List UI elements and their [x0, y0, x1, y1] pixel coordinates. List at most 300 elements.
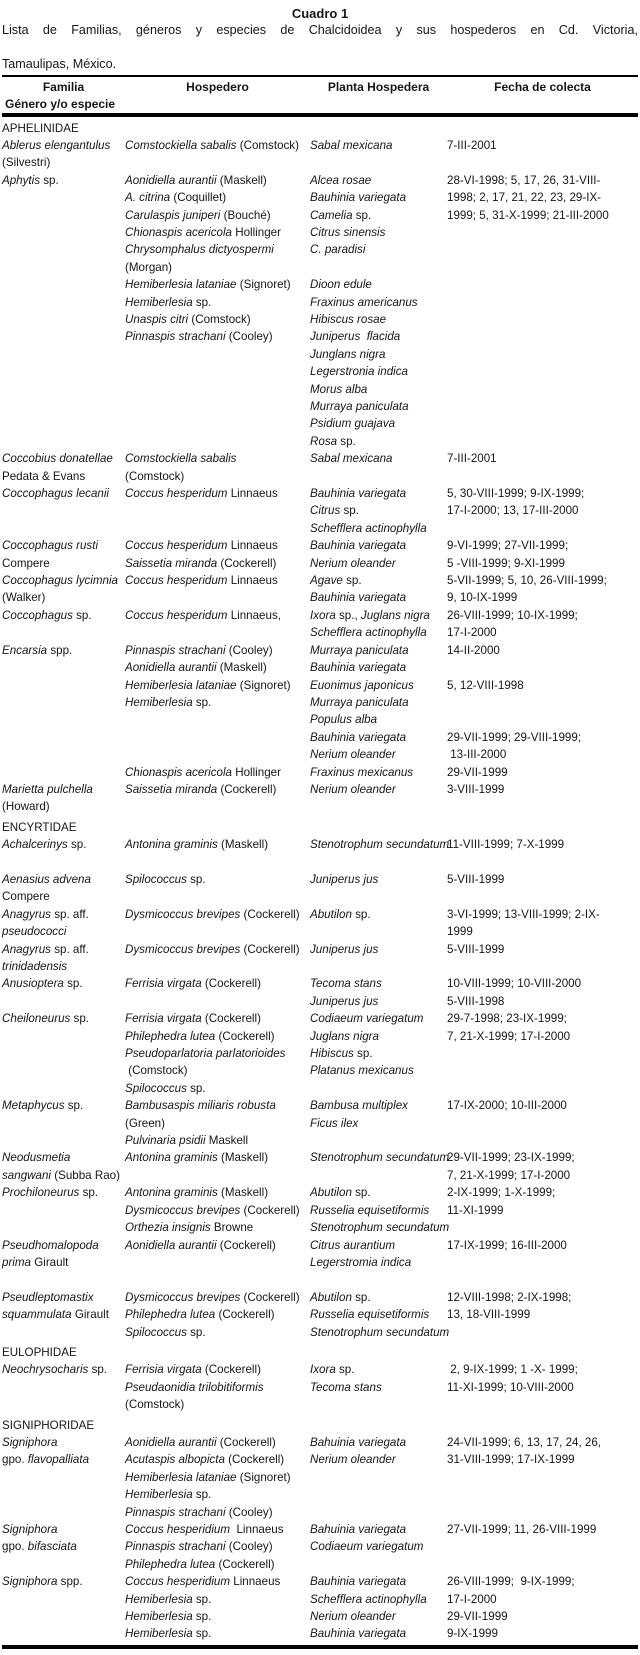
cell-line — [125, 781, 310, 798]
cell-line — [2, 1521, 125, 1538]
species-name-segment: Spilococcus — [125, 1325, 187, 1339]
text-segment: sp. aff. — [50, 942, 89, 956]
cell-line — [310, 729, 447, 746]
cell-plant — [310, 906, 447, 923]
species-name-segment: Juglans nigra — [360, 608, 430, 622]
species-name-segment: Orthezia insignis — [125, 1221, 211, 1235]
cell-line — [2, 555, 125, 572]
species-name-segment: Stenotrophum secundatum — [310, 1325, 450, 1339]
text-segment: (Comstock) — [125, 469, 185, 483]
species-name-segment: Coccus hesperidium — [125, 1575, 231, 1589]
cell-line — [447, 450, 638, 467]
family-section-header: EULOPHIDAE — [2, 1345, 77, 1359]
text-segment: 13, 18-VIII-1999 — [447, 1308, 531, 1322]
text-segment: spp. — [47, 643, 73, 657]
cell-line — [310, 1149, 450, 1166]
cell-line — [447, 1202, 638, 1219]
species-name-segment: Hemiberlesia — [125, 1610, 193, 1624]
text-segment: sp. — [67, 838, 87, 852]
col-header-familia: Familia — [42, 80, 85, 94]
cell-line — [310, 624, 447, 641]
text-segment: Linnaeus — [227, 539, 278, 553]
cell-line — [310, 677, 447, 694]
cell-host — [125, 941, 310, 958]
cell-line — [447, 659, 638, 676]
cell-host — [125, 1184, 310, 1236]
cell-line — [310, 1324, 450, 1341]
text-segment: 3-VIII-1999 — [447, 782, 505, 796]
text-segment: 26-VIII-1999; 9-IX-1999; — [447, 1575, 575, 1589]
species-name-segment: Populus alba — [310, 713, 378, 727]
cell-host — [125, 1573, 310, 1643]
cell-line — [125, 450, 310, 467]
species-name-segment: Bauhinia variegata — [310, 539, 407, 553]
species-name-segment: Schefflera actinophylla — [310, 626, 427, 640]
cell-line — [310, 555, 447, 572]
species-name-segment: Aonidiella aurantii — [125, 173, 217, 187]
text-segment: 10-VIII-1999; 10-VIII-2000 — [447, 977, 582, 991]
cell-line — [125, 555, 310, 572]
cell-line — [310, 1625, 447, 1642]
text-segment: 17-I-2000 — [447, 626, 497, 640]
cell-line — [125, 1573, 310, 1590]
cell-line — [447, 871, 638, 888]
species-name-segment: Codiaeum variegatum — [310, 1540, 424, 1554]
table-row — [2, 137, 638, 172]
cell-line — [125, 572, 310, 589]
cell-line — [310, 1045, 447, 1062]
cell-dates — [447, 572, 638, 607]
table-row — [2, 485, 638, 537]
cell-line — [2, 975, 125, 992]
species-name-segment: Juniperus jus — [310, 872, 379, 886]
cell-line — [125, 1379, 310, 1396]
cell-line — [2, 871, 125, 888]
cell-line — [125, 677, 310, 694]
cell-line — [125, 711, 310, 728]
text-segment: sp. aff. — [50, 907, 89, 921]
cell-genus — [2, 1361, 125, 1378]
cell-line — [310, 1608, 447, 1625]
text-segment: Linnaeus — [230, 1523, 284, 1536]
cell-line — [447, 729, 638, 746]
species-name-segment: Chionaspis acericola — [125, 225, 232, 239]
cell-plant — [310, 781, 447, 798]
cell-line — [447, 485, 638, 502]
text-segment: 14-II-2000 — [447, 643, 500, 657]
species-name-segment: Ficus ilex — [310, 1116, 359, 1130]
species-name-segment: Coccophagus — [2, 608, 73, 622]
cell-line — [125, 764, 310, 781]
species-name-segment: Pinnaspis strachani — [125, 1505, 226, 1519]
cell-line — [2, 854, 125, 871]
cell-line — [310, 276, 447, 293]
cell-plant — [310, 871, 447, 888]
cell-line — [310, 1521, 447, 1538]
text-segment: sp. — [351, 1186, 371, 1200]
species-name-segment: Stenotrophum secundatum — [310, 1151, 450, 1165]
species-name-segment: Bauhinia variegata — [310, 1575, 407, 1589]
species-name-segment: Pinnaspis strachani — [125, 1540, 226, 1554]
text-segment: (Walker) — [2, 591, 46, 605]
cell-line — [447, 1167, 638, 1184]
species-name-segment: Alcea rosae — [310, 173, 372, 187]
cell-line — [310, 294, 447, 311]
cell-line — [447, 572, 638, 589]
cell-line — [2, 137, 125, 154]
text-segment: (Cockerell) — [240, 907, 300, 921]
table-caption-line1: Lista de Familias, géneros y especies de Chalcidoidea y sus hospederos en Cd. Victoria, — [2, 23, 638, 37]
cell-dates — [447, 1434, 638, 1469]
cell-line — [125, 1469, 310, 1486]
species-name-segment: Nerium oleander — [310, 1453, 396, 1467]
text-segment: (Cockerell) — [217, 782, 277, 796]
cell-line — [447, 906, 638, 923]
species-name-segment: Ferrisia virgata — [125, 977, 202, 991]
text-segment: 5 -VIII-1999; 9-XI-1999 — [447, 556, 565, 570]
table-row — [2, 1097, 638, 1149]
text-segment: (Silvestri) — [2, 156, 51, 170]
cell-host — [125, 172, 310, 346]
text-segment: 9-IX-1999 — [447, 1627, 498, 1641]
table-row — [2, 1010, 638, 1097]
cell-line — [310, 1254, 447, 1271]
cell-genus — [2, 1521, 125, 1556]
cell-line — [447, 1521, 638, 1538]
cell-line — [447, 694, 638, 711]
text-segment: 12-VIII-1998; 2-IX-1998; — [447, 1290, 572, 1304]
cell-plant — [310, 1361, 447, 1396]
text-segment: 29-VII-1999; 29-VIII-1999; — [447, 730, 582, 744]
text-segment: Compere — [2, 890, 50, 904]
cell-line — [125, 746, 310, 763]
cell-host — [125, 642, 310, 781]
species-name-segment: Coccophagus rusti — [2, 539, 99, 553]
cell-line — [2, 781, 125, 798]
cell-line — [125, 276, 310, 293]
cell-line — [447, 993, 638, 1010]
cell-line — [310, 502, 447, 519]
cell-line — [310, 172, 447, 189]
cell-plant — [310, 485, 447, 537]
text-segment: Compere — [2, 556, 50, 570]
text-segment: sp. — [335, 1363, 355, 1377]
cell-line — [310, 1237, 447, 1254]
species-name-segment: Morus alba — [310, 382, 368, 396]
cell-host — [125, 1097, 310, 1149]
species-name-segment: Agave — [310, 574, 343, 588]
text-segment: gpo. — [2, 1453, 28, 1467]
cell-line — [447, 711, 638, 728]
cell-dates — [447, 1184, 638, 1219]
cell-line — [125, 1237, 310, 1254]
cell-line — [125, 1396, 310, 1413]
species-name-segment: Dysmicoccus brevipes — [125, 907, 241, 921]
cell-genus — [2, 137, 125, 172]
table-row — [2, 1573, 638, 1643]
cell-genus — [2, 485, 125, 502]
table-row — [2, 1521, 638, 1573]
cell-line — [310, 1184, 447, 1201]
text-segment: 5, 12-VIII-1998 — [447, 678, 524, 692]
text-segment: sp. — [192, 295, 212, 309]
table-row — [2, 906, 638, 941]
cell-line — [125, 836, 310, 853]
cell-line — [310, 1062, 447, 1079]
species-name-segment: Stenotrophum secundatum — [310, 838, 450, 852]
species-name-segment: Junglans nigra — [310, 347, 386, 361]
text-segment: sp. — [72, 608, 92, 622]
species-name-segment: Antonina graminis — [125, 1151, 218, 1165]
species-name-segment: Unaspis citri — [125, 312, 189, 326]
species-name-segment: Coccus hesperidium — [125, 1523, 231, 1536]
species-name-segment: Aonidiella aurantii — [125, 1238, 217, 1252]
cell-line — [125, 1219, 310, 1236]
cell-plant — [310, 1184, 450, 1236]
text-segment: sp. — [192, 1488, 212, 1502]
cell-line — [125, 1202, 310, 1219]
cell-line — [125, 1556, 310, 1573]
text-segment: (Cockerell) — [240, 1203, 300, 1217]
cell-host — [125, 1521, 310, 1573]
cell-line — [447, 1149, 638, 1166]
text-segment: (Signoret) — [236, 1470, 291, 1484]
text-segment: (Cooley) — [225, 643, 273, 657]
cell-line — [125, 1080, 310, 1097]
cell-dates — [447, 172, 638, 224]
species-name-segment: Ferrisia virgata — [125, 1012, 202, 1026]
cell-host — [125, 1434, 310, 1521]
text-segment: 11-XI-1999; 10-VIII-2000 — [447, 1380, 574, 1394]
text-segment: sp. — [40, 173, 59, 187]
cell-dates — [447, 836, 638, 853]
species-name-segment: Dysmicoccus brevipes — [125, 942, 241, 956]
cell-genus — [2, 1097, 125, 1114]
cell-line — [2, 958, 125, 975]
cell-line — [310, 485, 447, 502]
cell-line — [310, 1115, 447, 1132]
cell-line — [447, 1306, 638, 1323]
cell-plant — [310, 975, 447, 1010]
text-segment: sp. — [186, 1081, 206, 1095]
text-segment: 29-VII-1999; 23-IX-1999; — [447, 1151, 575, 1165]
species-name-segment: Aenasius advena — [2, 872, 91, 886]
species-name-segment: Bauhinia variegata — [310, 730, 407, 744]
text-segment: 17-IX-1999; 16-III-2000 — [447, 1238, 567, 1252]
text-segment: 29-VII-1999 — [447, 765, 508, 779]
species-name-segment: Aonidiella aurantii — [125, 1435, 217, 1449]
cell-plant — [310, 1149, 450, 1166]
text-segment: (Comstock) — [125, 1398, 185, 1412]
cell-line — [447, 555, 638, 572]
cell-host — [125, 1361, 310, 1413]
cell-line — [125, 537, 310, 554]
species-name-segment: Hemiberlesia lataniae — [125, 1470, 237, 1484]
text-segment: gpo. — [2, 1540, 28, 1554]
text-segment: (Cockerell) — [215, 1557, 275, 1571]
cell-line — [310, 781, 447, 798]
text-segment: Browne — [210, 1221, 254, 1235]
species-name-segment: squammulata — [2, 1308, 72, 1322]
species-name-segment: Aonidiella aurantii — [125, 661, 217, 675]
text-segment: 31-VIII-1999; 17-IX-1999 — [447, 1453, 575, 1467]
cell-line — [447, 975, 638, 992]
cell-line — [2, 888, 125, 905]
cell-dates — [447, 941, 638, 958]
species-name-segment: Schefflera actinophylla — [310, 1592, 427, 1606]
cell-line — [310, 189, 447, 206]
text-segment: (Howard) — [2, 800, 50, 814]
cell-line — [125, 1045, 310, 1062]
species-name-segment: Hemiberlesia lataniae — [125, 678, 237, 692]
cell-line — [447, 1608, 638, 1625]
text-segment: 29-7-1998; 23-IX-1999; — [447, 1012, 567, 1026]
species-name-segment: Acutaspis albopicta — [125, 1453, 225, 1467]
cell-line — [125, 941, 310, 958]
cell-line — [125, 259, 310, 276]
cell-dates — [447, 1237, 638, 1254]
cell-line — [447, 1289, 638, 1306]
cell-line — [125, 1028, 310, 1045]
cell-line — [125, 294, 310, 311]
cell-dates — [447, 642, 638, 781]
species-name-segment: Bambusaspis miliaris robusta — [125, 1099, 276, 1113]
cell-line — [310, 241, 447, 258]
cell-line — [125, 1324, 310, 1341]
text-segment: sp. — [351, 1290, 371, 1304]
text-segment: 5-VIII-1998 — [447, 994, 505, 1008]
text-segment: (Maskell) — [217, 1151, 269, 1165]
cell-genus — [2, 871, 125, 906]
cell-line — [310, 346, 447, 363]
cell-line — [2, 906, 125, 923]
cell-line — [125, 975, 310, 992]
cell-line — [310, 1010, 447, 1027]
species-name-segment: Antonina graminis — [125, 1186, 218, 1200]
text-segment: sp. — [63, 977, 83, 991]
cell-line — [310, 207, 447, 224]
text-segment: 24-VII-1999; 6, 13, 17, 24, 26, — [447, 1435, 602, 1449]
text-segment: (Cockerell) — [216, 1238, 276, 1252]
text-segment: sp. — [186, 1325, 206, 1339]
species-name-segment: Anagyrus — [2, 942, 51, 956]
species-name-segment: Russelia equisetiformis — [310, 1203, 430, 1217]
cell-genus — [2, 836, 125, 871]
cell-plant — [310, 1573, 447, 1643]
species-name-segment: pseudococci — [2, 925, 67, 939]
cell-line — [125, 1486, 310, 1503]
text-segment: Linnaeus — [230, 1575, 281, 1589]
cell-line — [310, 1434, 447, 1451]
table-row — [2, 1149, 638, 1184]
species-name-segment: Bauhinia variegata — [310, 191, 407, 205]
cell-host — [125, 781, 310, 798]
species-name-segment: Coccus hesperidum — [125, 608, 228, 622]
species-name-segment: Dysmicoccus brevipes — [125, 1203, 241, 1217]
cell-line — [310, 572, 447, 589]
cell-line — [447, 1028, 638, 1045]
species-name-segment: Hibiscus — [310, 1047, 354, 1061]
text-segment: 5, 30-VIII-1999; 9-IX-1999; — [447, 487, 585, 501]
species-name-segment: Platanus mexicanus — [310, 1064, 414, 1078]
cell-line — [125, 137, 310, 154]
cell-line — [310, 607, 447, 624]
text-segment: (Cockerell) — [201, 1012, 261, 1026]
cell-host — [125, 1010, 310, 1097]
species-name-segment: Saissetia miranda — [125, 782, 218, 796]
cell-dates — [447, 450, 638, 467]
cell-line — [2, 1010, 125, 1027]
cell-genus — [2, 572, 125, 607]
cell-line — [310, 1219, 450, 1236]
text-segment: (Cockerell) — [215, 1308, 275, 1322]
cell-line — [2, 1538, 125, 1555]
table-row — [2, 537, 638, 572]
species-name-segment: Encarsia — [2, 643, 48, 657]
cell-plant — [310, 642, 447, 781]
cell-dates — [447, 1573, 638, 1643]
species-name-segment: Stenotrophum secundatum — [310, 1221, 450, 1235]
species-name-segment: Bahuinia variegata — [310, 1523, 407, 1536]
species-name-segment: Achalcerinys — [2, 838, 68, 852]
cell-genus — [2, 1237, 125, 1289]
text-segment: 3-VI-1999; 13-VIII-1999; 2-IX- — [447, 907, 600, 921]
text-segment: 9-VI-1999; 27-VII-1999; — [447, 539, 569, 553]
cell-line — [125, 642, 310, 659]
cell-line — [2, 537, 125, 554]
species-name-segment: Pseudaonidia trilobitiformis — [125, 1380, 264, 1394]
species-name-segment: Pinnaspis strachani — [125, 330, 226, 344]
species-name-segment: Euonimus japonicus — [310, 678, 414, 692]
text-segment: sp. — [337, 434, 356, 448]
species-name-segment: Antonina graminis — [125, 838, 218, 852]
text-segment: 7, 21-X-1999; 17-I-2000 — [447, 1029, 571, 1043]
species-name-segment: Dioon edule — [310, 278, 372, 292]
cell-line — [310, 642, 447, 659]
cell-line — [447, 1010, 638, 1027]
text-segment: (Green) — [125, 1116, 165, 1130]
cell-line — [310, 311, 447, 328]
text-segment: sp. — [192, 1610, 212, 1624]
cell-plant — [310, 607, 447, 642]
cell-line — [447, 836, 638, 853]
cell-dates — [447, 1097, 638, 1114]
cell-line — [310, 871, 447, 888]
text-segment: 1998; 2, 17, 21, 22, 23, 29-IX- — [447, 191, 602, 205]
species-name-segment: Bauhinia variegata — [310, 661, 407, 675]
cell-plant — [310, 537, 447, 572]
table-row — [2, 1434, 638, 1521]
cell-plant — [310, 572, 447, 607]
cell-line — [2, 572, 125, 589]
cell-line — [125, 311, 310, 328]
text-segment: sp. — [342, 574, 362, 588]
text-segment: (Maskell) — [216, 173, 267, 187]
cell-line — [2, 1149, 125, 1166]
species-name-segment: Neochrysocharis — [2, 1363, 89, 1377]
cell-line — [125, 1132, 310, 1149]
cell-host — [125, 450, 310, 485]
text-segment: 11-XI-1999 — [447, 1203, 504, 1217]
cell-line — [2, 1434, 125, 1451]
cell-line — [2, 941, 125, 958]
cell-genus — [2, 450, 125, 485]
text-segment: sp. — [88, 1363, 108, 1377]
cell-line — [447, 941, 638, 958]
table-row — [2, 1184, 638, 1236]
text-segment: spp. — [57, 1575, 83, 1589]
cell-line — [2, 154, 125, 171]
